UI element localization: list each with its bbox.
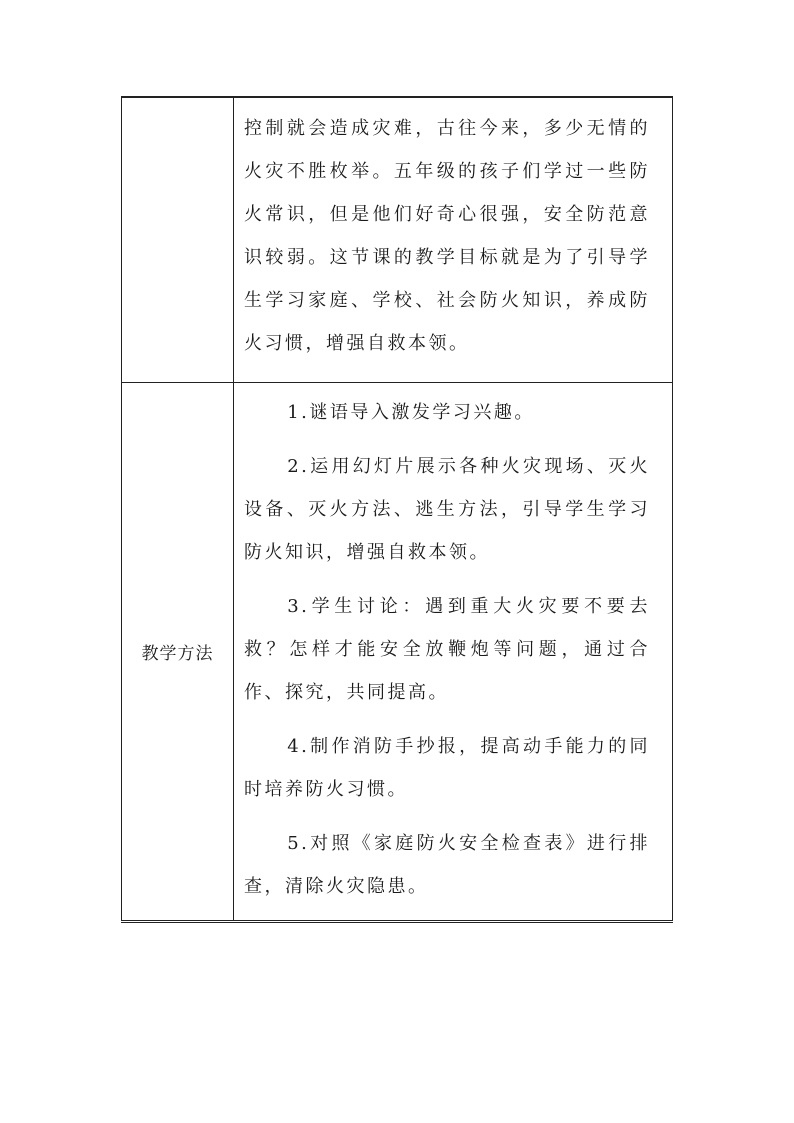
- objectives-text: 控制就会造成灾难，古往今来，多少无情的火灾不胜枚举。五年级的孩子们学过一些防火常识，但是他们好奇心很强，安全防范意识较弱。这节课的教学目标就是为了引导学生学习家庭、学校、社会防火知识，养成防火习惯，增强自救本领。: [234, 97, 673, 383]
- table-row-teaching-methods: [122, 383, 673, 922]
- method-item-4: 4.制作消防手抄报，提高动手能力的同时培养防火习惯。: [244, 736, 650, 800]
- table-row-objectives: [122, 97, 673, 383]
- row-label-teaching-methods: 教学方法: [122, 383, 234, 922]
- row-label-empty: [122, 97, 234, 383]
- lesson-plan-table: [121, 96, 673, 923]
- method-item-1: 1.谜语导入激发学习兴趣。: [287, 402, 535, 423]
- method-item-5: 5.对照《家庭防火安全检查表》进行排查，清除火灾隐患。: [244, 833, 650, 897]
- method-item-2: 2.运用幻灯片展示各种火灾现场、灭火设备、灭火方法、逃生方法，引导学生学习防火知识，增强自救本领。: [244, 456, 650, 563]
- teaching-methods-content: [234, 383, 673, 922]
- method-item-3: 3.学生讨论：遇到重大火灾要不要去救？怎样才能安全放鞭炮等问题，通过合作、探究，共同提高。: [244, 596, 650, 703]
